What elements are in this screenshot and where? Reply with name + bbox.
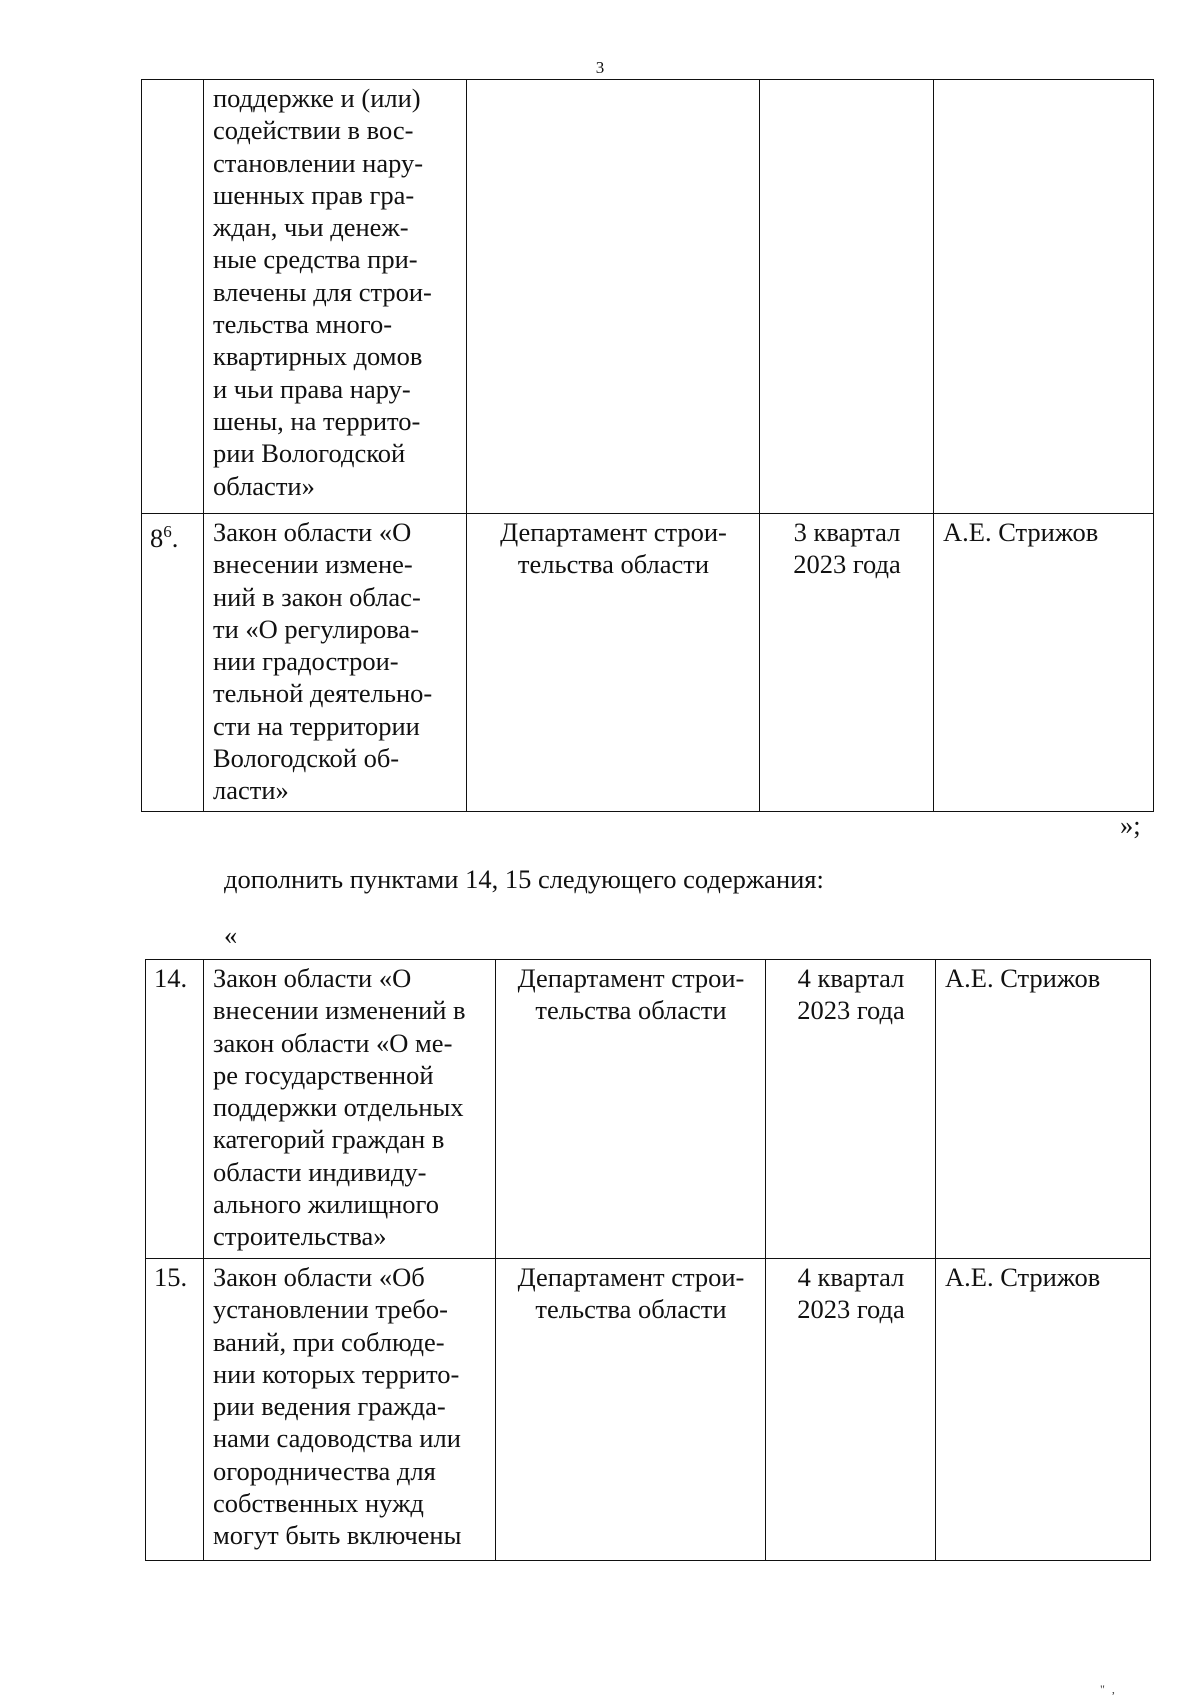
table-continued [141,79,1154,812]
edge-marks: " , [1100,1682,1117,1696]
term: 4 квартал 2023 года [766,960,936,1259]
department [467,80,760,514]
law-title: Закон области «О внесении изменений в закон области «О ме- ре государственной поддержки отдельных категорий граждан в области индивиду- ального жилищного строительства» [204,960,496,1259]
table-row [146,960,1151,1259]
law-title: Закон области «Об установлении требо- ваний, при соблюде- нии которых террито- рии ведения гражда- нами садоводства или огородничества для собственных нужд могут быть включены [204,1259,496,1561]
page-number: 3 [595,58,605,77]
department: Департамент строи- тельства области [496,1259,766,1561]
row-number-main: 8 [150,522,164,553]
row-number: 14. [146,960,204,1259]
row-number [142,80,204,514]
responsible: А.Е. Стрижов [936,960,1151,1259]
row-number-suffix: . [171,522,179,553]
responsible: А.Е. Стрижов [936,1259,1151,1561]
row-number-superscript: 6 [163,522,172,541]
row-number: 15. [146,1259,204,1561]
closing-quote: »; [1120,810,1141,840]
term: 3 квартал 2023 года [760,514,934,812]
department: Департамент строи- тельства области [496,960,766,1259]
amendment-paragraph: дополнить пунктами 14, 15 следующего содержания: [224,864,824,894]
term: 4 квартал 2023 года [766,1259,936,1561]
table-new-items [145,959,1151,1561]
responsible [934,80,1154,514]
department: Департамент строи- тельства области [467,514,760,812]
law-title: поддержке и (или) содействии в вос- становлении нару- шенных прав гра- ждан, чьи денеж- ные средства при- влечены для строи- тельства много- квартирных домов и чьи права нару- шены, на террито- рии Вологодской области» [204,80,467,514]
table-row [142,514,1154,812]
term [760,80,934,514]
law-title: Закон области «О внесении измене- ний в закон облас- ти «О регулирова- нии градострои- тельной деятельно- сти на территории Вологодской об- ласти» [204,514,467,812]
table-row [146,1259,1151,1561]
row-number [142,514,204,812]
table-row [142,80,1154,514]
opening-quote: « [224,920,238,950]
responsible: А.Е. Стрижов [934,514,1154,812]
